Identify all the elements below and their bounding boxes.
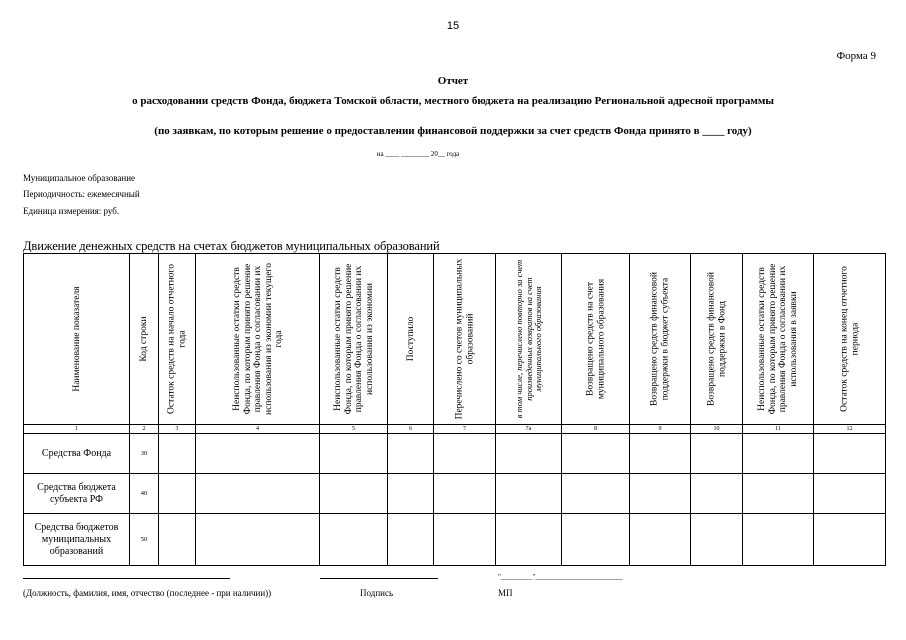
col-header-label: Наименование показателя xyxy=(71,286,82,392)
data-cell xyxy=(159,434,196,474)
row-code: 40 xyxy=(130,474,159,514)
row-code: 30 xyxy=(130,434,159,474)
data-cell xyxy=(630,514,691,566)
column-number: 9 xyxy=(630,425,691,434)
report-date: на ____ ________ 20__ года xyxy=(376,150,460,158)
row-name-region-budget: Средства бюджета субъекта РФ xyxy=(24,474,130,514)
data-cell xyxy=(434,434,496,474)
column-number: 12 xyxy=(814,425,886,434)
unit-label: Единица измерения: руб. xyxy=(23,206,120,216)
data-cell xyxy=(691,434,743,474)
data-cell xyxy=(814,514,886,566)
table-row xyxy=(24,434,886,474)
row-name-fund: Средства Фонда xyxy=(24,434,130,474)
data-cell xyxy=(630,474,691,514)
signature-line xyxy=(320,578,438,579)
table-row xyxy=(24,514,886,566)
col-header-label: Код строки xyxy=(138,316,149,362)
data-cell xyxy=(814,474,886,514)
report-subtitle: о расходовании средств Фонда, бюджета Томской области, местного бюджета на реализацию Региональной адресной программы xyxy=(132,95,774,107)
report-condition: (по заявкам, по которым решение о предоставлении финансовой поддержки за счет средств Фонда принято в ____ году) xyxy=(154,125,752,137)
data-cell xyxy=(743,474,814,514)
col-header-label: Неиспользованные остатки средств Фонда, по которым принято решение правления Фонда о согласовании их использования в заявки xyxy=(757,263,799,415)
col-header-10 xyxy=(691,254,743,425)
data-cell xyxy=(159,514,196,566)
data-cell xyxy=(434,514,496,566)
data-cell xyxy=(496,434,562,474)
column-number: 8 xyxy=(562,425,630,434)
col-header-label: Поступило xyxy=(405,316,416,362)
col-header-label: Перечислено со счетов муниципальных образований xyxy=(454,258,475,420)
position-signature-line xyxy=(23,578,230,579)
column-number: 7 xyxy=(434,425,496,434)
column-number: 10 xyxy=(691,425,743,434)
stamp-label: МП xyxy=(498,588,513,598)
data-cell xyxy=(196,434,320,474)
column-number: 7а xyxy=(496,425,562,434)
row-name-municipal-budgets: Средства бюджетов муниципальных образований xyxy=(24,514,130,566)
col-header-3 xyxy=(159,254,196,425)
sign-label: Подпись xyxy=(360,588,394,598)
col-header-label: Неиспользованные остатки средств Фонда, по которым принято решение правления Фонда о согласовании их использования из экономии текущего года xyxy=(231,263,284,415)
col-header-7a xyxy=(496,254,562,425)
col-header-name xyxy=(24,254,130,425)
col-header-label: в том числе, перечислено повторно за счет произведенных возвратов на счет муниципального образования xyxy=(513,259,543,419)
column-number: 6 xyxy=(388,425,434,434)
position-label: (Должность, фамилия, имя, отчество (последнее - при наличии)) xyxy=(23,588,272,598)
data-cell xyxy=(388,434,434,474)
data-cell xyxy=(196,474,320,514)
data-cell xyxy=(196,514,320,566)
col-header-7 xyxy=(434,254,496,425)
data-cell xyxy=(320,514,388,566)
section-heading: Движение денежных средств на счетах бюджетов муниципальных образований xyxy=(23,239,440,253)
form-label: Форма 9 xyxy=(836,50,876,62)
data-cell xyxy=(743,514,814,566)
data-cell xyxy=(691,474,743,514)
col-header-label: Возвращено средств на счет муниципального образования xyxy=(585,278,606,400)
data-cell xyxy=(320,434,388,474)
col-header-label: Возвращено средств финансовой поддержки в бюджет субъекта xyxy=(649,272,670,406)
municipality-label: Муниципальное образование xyxy=(23,173,136,183)
data-cell xyxy=(691,514,743,566)
report-table xyxy=(23,253,886,566)
data-cell xyxy=(388,474,434,514)
col-header-label: Остаток средств на начало отчетного года xyxy=(166,264,187,414)
column-number: 2 xyxy=(130,425,159,434)
data-cell xyxy=(159,474,196,514)
col-header-5 xyxy=(320,254,388,425)
data-cell xyxy=(814,434,886,474)
page-number: 15 xyxy=(446,20,460,32)
column-number: 1 xyxy=(24,425,130,434)
data-cell xyxy=(320,474,388,514)
column-number: 5 xyxy=(320,425,388,434)
report-title: Отчет xyxy=(437,75,469,87)
table-row xyxy=(24,474,886,514)
data-cell xyxy=(496,474,562,514)
date-blank: "_________"_________________________ xyxy=(498,573,623,581)
data-cell xyxy=(496,514,562,566)
col-header-8 xyxy=(562,254,630,425)
data-cell xyxy=(562,514,630,566)
column-number: 3 xyxy=(159,425,196,434)
column-numbers-row xyxy=(24,425,886,434)
data-cell xyxy=(388,514,434,566)
data-cell xyxy=(743,434,814,474)
col-header-4 xyxy=(196,254,320,425)
data-cell xyxy=(562,434,630,474)
col-header-9 xyxy=(630,254,691,425)
row-code: 50 xyxy=(130,514,159,566)
column-number: 4 xyxy=(196,425,320,434)
col-header-label: Возвращено средств финансовой поддержки в Фонд xyxy=(706,272,727,406)
col-header-11 xyxy=(743,254,814,425)
col-header-code xyxy=(130,254,159,425)
col-header-6 xyxy=(388,254,434,425)
column-number: 11 xyxy=(743,425,814,434)
data-cell xyxy=(434,474,496,514)
col-header-label: Неиспользованные остатки средств Фонда, по которым принято решение правления Фонда о согласовании их использования из экономии xyxy=(332,263,374,415)
col-header-label: Остаток средств на конец отчетного периода xyxy=(839,266,860,412)
header-row xyxy=(24,254,886,425)
periodicity-label: Периодичность: ежемесячный xyxy=(23,189,140,199)
data-cell xyxy=(630,434,691,474)
data-cell xyxy=(562,474,630,514)
col-header-12 xyxy=(814,254,886,425)
